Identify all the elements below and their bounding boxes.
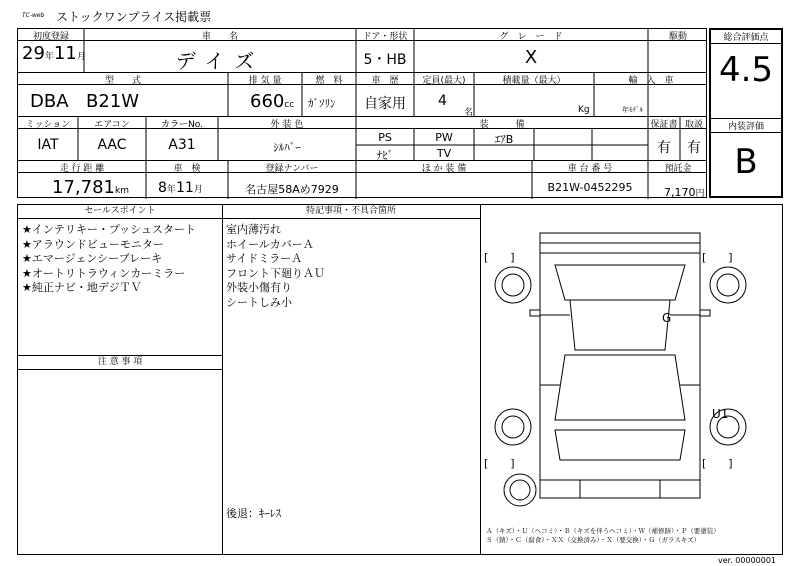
- note-item: サイドミラーＡ: [226, 252, 303, 265]
- label-aircon: エアコン: [94, 120, 130, 130]
- label-grade: グ レ ー ド: [499, 32, 563, 42]
- displacement-value: 660cc: [250, 91, 295, 112]
- fuel-value: ｶﾞｿﾘﾝ: [308, 97, 336, 110]
- label-interior-score: 内装評価: [711, 118, 781, 133]
- plate-value: 名古屋58Aめ7929: [245, 183, 339, 196]
- sales-point: ★アラウンドビューモニター: [22, 237, 164, 251]
- label-load: 積載量（最大）: [502, 76, 566, 86]
- note-item: 外装小傷有り: [226, 281, 292, 294]
- aircon-value: AAC: [97, 137, 127, 153]
- note-item: ホイールカバーＡ: [226, 237, 314, 251]
- caution-title: 注 意 事 項: [18, 355, 222, 370]
- label-door: ドア・形状: [362, 32, 408, 42]
- bracket-fr: [ ]: [702, 251, 733, 264]
- label-first-reg: 初度登録: [32, 32, 69, 42]
- lower-section: [17, 204, 783, 555]
- sales-point: ★純正ナビ・地デジＴＶ: [22, 281, 142, 294]
- eq-pw: PW: [435, 131, 453, 144]
- color-no-value: A31: [168, 137, 196, 153]
- version: ver. 00000001: [718, 556, 777, 565]
- label-exterior-color: 外 装 色: [270, 120, 304, 130]
- load-unit: Kg: [578, 105, 590, 115]
- label-fuel: 燃 料: [315, 76, 343, 86]
- total-score-value: 4.5: [718, 50, 774, 90]
- color-value: ｼﾙﾊﾞｰ: [273, 141, 301, 154]
- damage-diagram: [480, 205, 782, 554]
- car-diagram-svg: [480, 205, 782, 525]
- sales-column: [18, 205, 223, 554]
- door-value: 5・HB: [363, 52, 407, 68]
- damage-mark-u1: U1: [712, 407, 729, 421]
- score-panel: [709, 28, 783, 198]
- label-inspection: 車 検: [173, 164, 201, 174]
- note-item: シートしみ小: [226, 295, 292, 309]
- deposit-value: 7,170円: [664, 186, 705, 199]
- eq-ps: PS: [378, 131, 392, 144]
- label-chassis: 車 台 番 号: [567, 164, 613, 174]
- eq-tv: TV: [436, 147, 452, 160]
- grade-value: X: [524, 47, 538, 68]
- vehicle-info-table: [17, 28, 707, 198]
- sales-point: ★エマージェンシーブレーキ: [22, 252, 163, 265]
- damage-mark-g: G: [662, 311, 672, 325]
- label-deposit: 預託金: [664, 164, 692, 174]
- label-total-score: 総合評価点: [711, 30, 781, 44]
- label-color-no: カラーNo.: [161, 120, 203, 130]
- capacity-value: 4: [438, 93, 447, 109]
- sales-point: ★インテリキー・プッシュスタート: [22, 223, 196, 236]
- label-drive: 駆動: [668, 32, 687, 42]
- label-model-type: 型 式: [104, 76, 141, 86]
- note-item: 室内薄汚れ: [226, 223, 281, 236]
- model-value: B21W: [86, 91, 140, 112]
- label-manual: 取説: [684, 120, 703, 130]
- interior-score-value: B: [734, 142, 758, 182]
- note-item: フロント下廻りＡＵ: [226, 266, 325, 280]
- car-name-value: デイズ: [175, 49, 265, 73]
- label-mission: ミッション: [25, 120, 71, 130]
- mission-value: IAT: [37, 137, 59, 153]
- label-history: 車 歴: [371, 76, 399, 86]
- notes-title: 特記事項・不具合箇所: [222, 205, 480, 219]
- page-title: ストックワンプライス掲載票: [56, 10, 212, 24]
- eq-navi: ﾅﾋﾞ: [376, 149, 394, 162]
- label-equipment: 装 備: [479, 120, 525, 130]
- sales-points-title: セールスポイント: [18, 205, 222, 219]
- label-mileage: 走 行 距 離: [59, 164, 105, 174]
- chassis-value: B21W-0452295: [547, 181, 633, 194]
- capacity-unit: 名: [464, 108, 474, 118]
- eq-ab: ｴｱB: [494, 133, 514, 146]
- mileage-value: 17,781km: [52, 177, 129, 198]
- manual-value: 有: [687, 140, 701, 156]
- type-prefix-value: DBA: [30, 91, 69, 112]
- legend: Ａ（キズ）・Ｕ（ヘコミ）・Ｂ（キズを伴うヘコミ）・Ｗ（補修跡）・Ｐ（要塗装） Ｓ（錆）・Ｃ（腐食）・ＸＸ（交換済み）・Ｘ（要交換）・Ｇ（ガラスキズ）: [486, 527, 720, 544]
- first-reg-value: 29年11月: [22, 43, 86, 64]
- sales-point: ★オートリトラウィンカーミラー: [22, 266, 186, 280]
- history-value: 自家用: [364, 96, 406, 112]
- label-import: 輸 入 車: [628, 76, 674, 86]
- notes-list: [222, 219, 480, 314]
- label-other-equipment: ほ か 装 備: [421, 164, 467, 174]
- bracket-fl: [ ]: [484, 251, 515, 264]
- table-grid: [18, 29, 708, 199]
- label-displacement: 排 気 量: [248, 76, 282, 86]
- bracket-rl: [ ]: [484, 457, 515, 470]
- label-plate: 登録ナンバー: [265, 164, 319, 174]
- logo: TC-web: [22, 12, 45, 19]
- bracket-rr: [ ]: [702, 457, 733, 470]
- notes-column: [222, 205, 481, 554]
- after-note: 後退：ｷｰﾚｽ: [226, 507, 281, 520]
- inspection-value: 8年11月: [158, 180, 203, 196]
- label-car-name: 車 名: [201, 32, 238, 42]
- label-capacity: 定員(最大): [422, 76, 466, 86]
- import-model-year: 年ﾓﾃﾞﾙ: [622, 106, 643, 114]
- sales-points-list: [18, 219, 222, 300]
- label-warranty: 保証書: [650, 120, 678, 130]
- warranty-value: 有: [657, 140, 671, 156]
